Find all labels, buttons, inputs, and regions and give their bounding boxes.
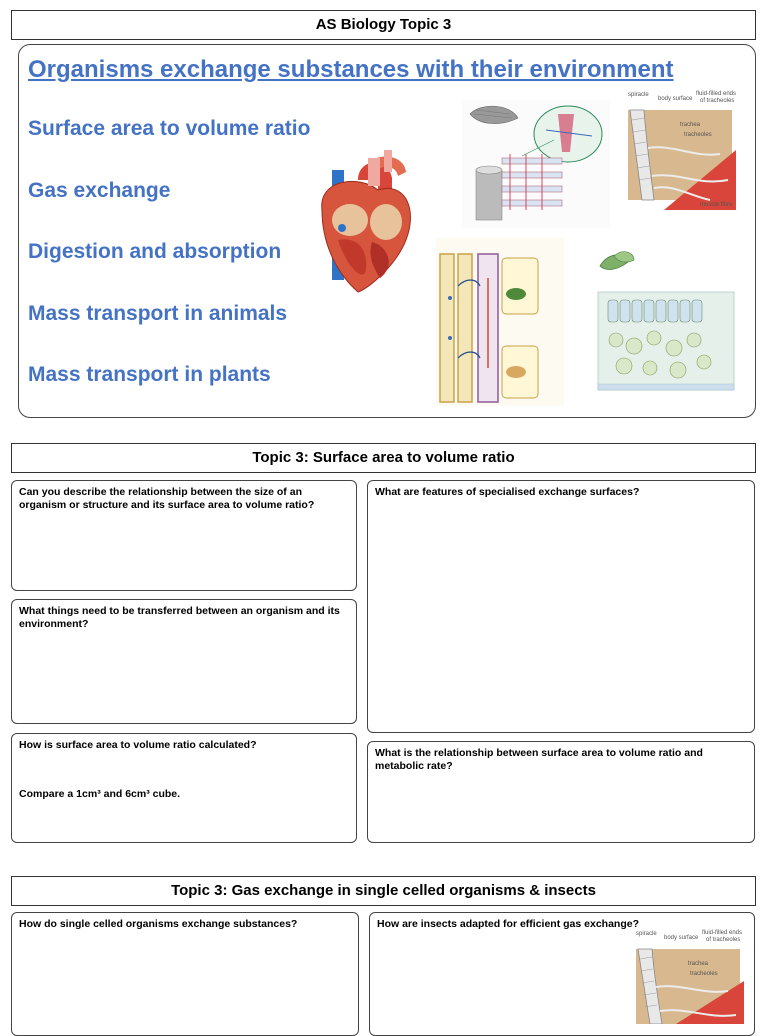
label-of-tracheoles-small: of tracheoles — [706, 937, 741, 943]
label-fluid-filled: fluid-filled ends — [696, 91, 736, 97]
label-trachea-small: trachea — [688, 961, 709, 967]
subtopic-gas-exchange: Gas exchange — [28, 179, 171, 202]
q-single-celled-text: How do single celled organisms exchange substances? — [19, 918, 298, 930]
insect-tracheae-illustration-small — [632, 925, 744, 1024]
section1-title: Topic 3: Surface area to volume ratio — [11, 443, 756, 473]
insect-tracheae-illustration — [624, 88, 736, 210]
q-sa-calc-box[interactable] — [11, 733, 357, 843]
label-tracheoles: tracheoles — [684, 132, 712, 138]
q-size-sa-ratio-text: Can you describe the relationship between the size of an organism or structure and its surface area to volume ratio? — [19, 486, 315, 511]
q-sa-calc-text: How is surface area to volume ratio calculated? — [19, 739, 257, 751]
page-title: AS Biology Topic 3 — [11, 10, 756, 40]
q-exchange-surfaces-box[interactable] — [367, 480, 755, 733]
phloem-illustration — [436, 238, 564, 406]
q-size-sa-ratio-box[interactable] — [11, 480, 357, 591]
label-trachea: trachea — [680, 122, 701, 128]
leaf-section-illustration — [594, 250, 736, 392]
q-metabolic-rate-box[interactable] — [367, 741, 755, 843]
label-spiracle-small: spiracle — [636, 931, 657, 937]
q-insects-text: How are insects adapted for efficient gas exchange? — [377, 918, 639, 930]
label-of-tracheoles: of tracheoles — [700, 98, 735, 104]
q-exchange-surfaces-text: What are features of specialised exchange surfaces? — [375, 486, 640, 498]
label-body-surface: body surface — [658, 96, 693, 102]
section2-title: Topic 3: Gas exchange in single celled organisms & insects — [11, 876, 756, 906]
subtopic-sa-volume: Surface area to volume ratio — [28, 117, 311, 140]
q-metabolic-rate-text: What is the relationship between surface area to volume ratio and metabolic rate? — [375, 747, 703, 772]
gill-illustration — [462, 100, 610, 228]
label-muscle-fibre: muscle fibre — [700, 202, 733, 208]
q-single-celled-box[interactable] — [11, 912, 359, 1036]
label-body-surface-small: body surface — [664, 935, 699, 941]
heart-illustration — [308, 150, 420, 298]
intro-heading: Organisms exchange substances with their environment — [28, 56, 674, 83]
label-tracheoles-small: tracheoles — [690, 971, 718, 977]
subtopic-transport-plants: Mass transport in plants — [28, 363, 271, 386]
label-fluid-filled-small: fluid-filled ends — [702, 930, 743, 936]
label-spiracle: spiracle — [628, 92, 649, 98]
q-compare-cubes-text: Compare a 1cm³ and 6cm³ cube. — [19, 788, 181, 800]
subtopic-transport-animals: Mass transport in animals — [28, 302, 288, 325]
subtopic-digestion: Digestion and absorption — [28, 240, 282, 263]
q-transfer-box[interactable] — [11, 599, 357, 724]
q-transfer-text: What things need to be transferred between an organism and its environment? — [19, 605, 340, 630]
